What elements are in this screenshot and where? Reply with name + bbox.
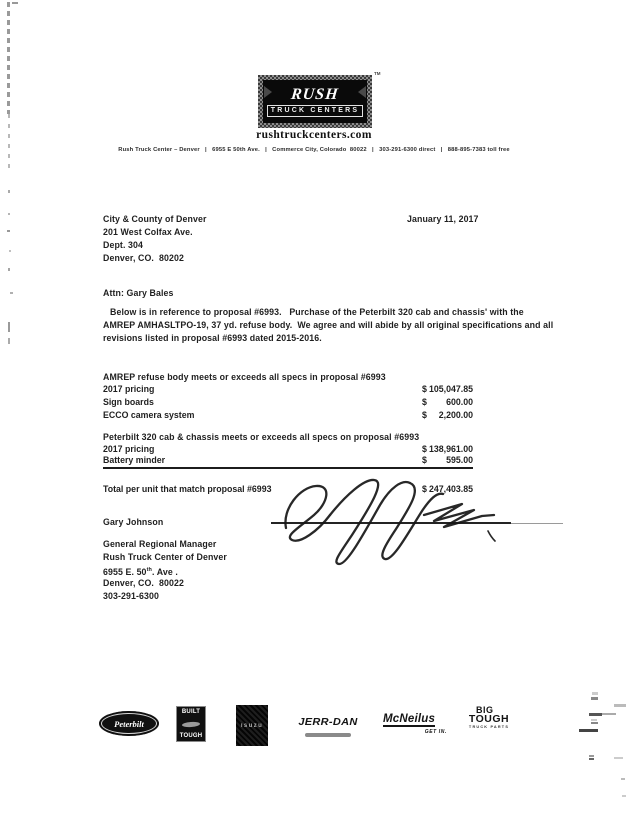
- letter-date: January 11, 2017: [407, 214, 479, 224]
- total-amount: 247,403.85: [428, 484, 473, 494]
- currency-symbol: $: [422, 444, 427, 454]
- body-line-2: AMREP AMHASLTPO-19, 37 yd. refuse body. We agree and will abide by all original specifications and all: [103, 320, 554, 330]
- scan-artifact: [10, 292, 13, 294]
- pricing-label: ECCO camera system: [103, 410, 195, 420]
- attention-line: Attn: Gary Bales: [103, 288, 174, 298]
- logo-triangle-right-icon: [358, 86, 366, 98]
- scan-artifact: [592, 692, 598, 695]
- scan-artifact: [614, 704, 626, 707]
- peterbilt-logo: [99, 711, 159, 736]
- scan-artifact: [622, 795, 626, 797]
- pricing-row: [103, 410, 473, 422]
- currency-symbol: $: [422, 384, 427, 394]
- signer-phone: 303-291-6300: [103, 591, 159, 601]
- pricing-row: [103, 397, 473, 409]
- signer-address-sup: th: [146, 567, 152, 573]
- pricing-label: 2017 pricing: [103, 444, 155, 454]
- pricing-row-underlined: [103, 455, 473, 469]
- signer-address-pre: 6955 E. 50: [103, 566, 147, 577]
- currency-symbol: $: [422, 484, 427, 494]
- rush-truck-centers-logo: [258, 75, 372, 128]
- built-tough-top-text: BUILT: [181, 709, 201, 715]
- rush-logo-inner: [263, 80, 367, 123]
- pricing-amount: 600.00: [446, 397, 473, 407]
- signer-address-post: . Ave .: [151, 566, 178, 577]
- mcneilus-logo: [383, 709, 447, 735]
- scan-artifact: [591, 697, 598, 700]
- currency-symbol: $: [422, 397, 427, 407]
- scan-artifact: [602, 713, 616, 715]
- isuzu-logo-text: isuzu: [240, 722, 264, 729]
- pricing-row: [103, 384, 473, 396]
- scan-artifact: [614, 757, 623, 759]
- scan-artifact: [9, 250, 11, 252]
- scan-artifact: [8, 338, 10, 344]
- pricing-label: Battery minder: [103, 455, 166, 465]
- body-line-3: revisions listed in proposal #6993 dated 2015-2016.: [103, 333, 322, 343]
- scan-artifact: [8, 322, 10, 332]
- recipient-street: 201 West Colfax Ave.: [103, 227, 193, 237]
- mcneilus-logo-text: McNeilus: [383, 713, 436, 725]
- pricing-label: 2017 pricing: [103, 384, 155, 394]
- scan-artifact: [7, 230, 10, 232]
- big-tough-line1: BIG: [476, 705, 494, 715]
- amrep-section-heading: AMREP refuse body meets or exceeds all specs in proposal #6993: [103, 372, 386, 382]
- scan-artifact: [591, 719, 597, 721]
- jerr-dan-tagline-smudge: [305, 733, 351, 737]
- body-line-1: Below is in reference to proposal #6993. Purchase of the Peterbilt 320 cab and chassis' with the: [110, 307, 524, 317]
- signer-city: Denver, CO. 80022: [103, 578, 185, 588]
- scan-artifact: [589, 755, 594, 757]
- scan-artifact: [8, 114, 10, 172]
- dealer-contact-line: Rush Truck Center – Denver | 6955 E 50th Ave. | Commerce City, Colorado 80022 | 303-291-6300 direct | 888-895-7383 toll free: [118, 147, 510, 153]
- scan-artifact: [621, 778, 625, 780]
- recipient-city: Denver, CO. 80202: [103, 253, 185, 263]
- handwritten-signature: [276, 473, 504, 569]
- scan-artifact: [8, 213, 10, 215]
- pricing-amount: 138,961.00: [428, 444, 473, 454]
- pricing-amount: 2,200.00: [438, 410, 473, 420]
- pricing-amount: 595.00: [446, 455, 473, 465]
- jerr-dan-logo: [292, 712, 364, 737]
- mcneilus-tagline: GET IN.: [424, 729, 447, 735]
- logo-brand-text: RUSH: [290, 85, 340, 103]
- scan-artifact: [12, 2, 18, 4]
- scan-artifact: [8, 190, 10, 193]
- pricing-amount: 105,047.85: [428, 384, 473, 394]
- logo-triangle-left-icon: [264, 86, 272, 98]
- big-tough-logo: [464, 707, 514, 730]
- scan-artifact: [8, 268, 10, 271]
- pricing-label: Sign boards: [103, 397, 154, 407]
- built-tough-script-smudge: [182, 721, 200, 727]
- trademark-symbol: TM: [374, 71, 381, 76]
- jerr-dan-logo-text: JERR-DAN: [298, 716, 358, 728]
- big-tough-line2: TOUGH: [468, 713, 510, 725]
- peterbilt-section-heading: Peterbilt 320 cab & chassis meets or exceeds all specs on proposal #6993: [103, 432, 420, 442]
- website-url: rushtruckcenters.com: [256, 129, 372, 141]
- scan-artifact: [589, 758, 594, 760]
- logo-sub-text: TRUCK CENTERS: [267, 105, 364, 117]
- currency-symbol: $: [422, 410, 427, 420]
- recipient-name: City & County of Denver: [103, 214, 207, 224]
- currency-symbol: $: [422, 455, 427, 465]
- peterbilt-logo-text: Peterbilt: [114, 718, 144, 729]
- signer-name: Gary Johnson: [103, 517, 164, 527]
- built-tough-logo: [176, 706, 206, 742]
- isuzu-logo: [236, 705, 268, 746]
- scan-artifact: [579, 729, 598, 732]
- signer-company: Rush Truck Center of Denver: [103, 552, 227, 562]
- big-tough-line3: TRUCK PARTS: [468, 725, 510, 729]
- recipient-dept: Dept. 304: [103, 240, 144, 250]
- signer-title: General Regional Manager: [103, 539, 217, 549]
- scan-artifact: [589, 713, 602, 716]
- scan-artifact: [7, 2, 10, 114]
- total-label: Total per unit that match proposal #6993: [103, 484, 272, 494]
- signature-line-extension: [511, 523, 563, 524]
- built-tough-bottom-text: TOUGH: [179, 733, 203, 739]
- scan-artifact: [591, 722, 598, 724]
